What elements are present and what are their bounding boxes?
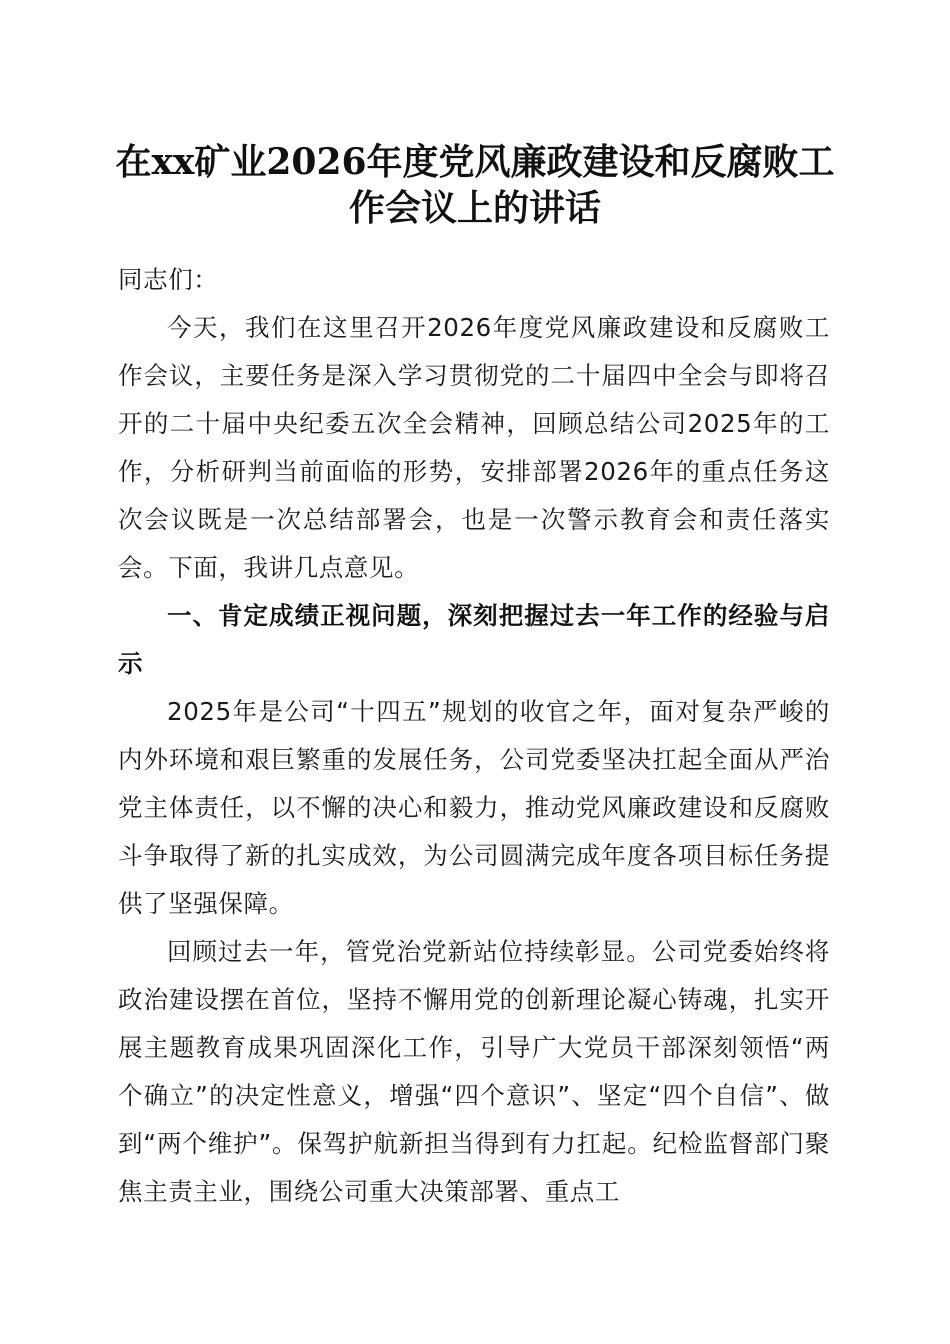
- document-body: [118, 256, 830, 1216]
- section-1-paragraph-1: 2025年是公司“十四五”规划的收官之年，面对复杂严峻的内外环境和艰巨繁重的发展任务，公司党委坚决扛起全面从严治党主体责任，以不懈的决心和毅力，推动党风廉政建设和反腐败斗争取得了新的扎实成效，为公司圆满完成年度各项目标任务提供了坚强保障。: [118, 697, 830, 918]
- salutation: 同志们：: [118, 265, 219, 294]
- section-heading-1: 一、肯定成绩正视问题，深刻把握过去一年工作的经验与启示: [118, 601, 830, 678]
- document-title-line-1: 在xx矿业2026年度党风廉政建设和反腐败工: [115, 141, 835, 183]
- document-title-line-2: 作会议上的讲话: [348, 187, 601, 229]
- section-1-paragraph-2: 回顾过去一年，管党治党新站位持续彰显。公司党委始终将政治建设摆在首位，坚持不懈用党的创新理论凝心铸魂，扎实开展主题教育成果巩固深化工作，引导广大党员干部深刻领悟“两个确立”的决定性意义，增强“四个意识”、坚定“四个自信”、做到“两个维护”。保驾护航新担当得到有力扛起。纪检监督部门聚焦主责主业，围绕公司重大决策部署、重点工: [118, 937, 830, 1206]
- opening-paragraph: 今天，我们在这里召开2026年度党风廉政建设和反腐败工作会议，主要任务是深入学习贯彻党的二十届四中全会与即将召开的二十届中央纪委五次全会精神，回顾总结公司2025年的工作，分析研判当前面临的形势，安排部署2026年的重点任务这次会议既是一次总结部署会，也是一次警示教育会和责任落实会。下面，我讲几点意见。: [118, 313, 830, 582]
